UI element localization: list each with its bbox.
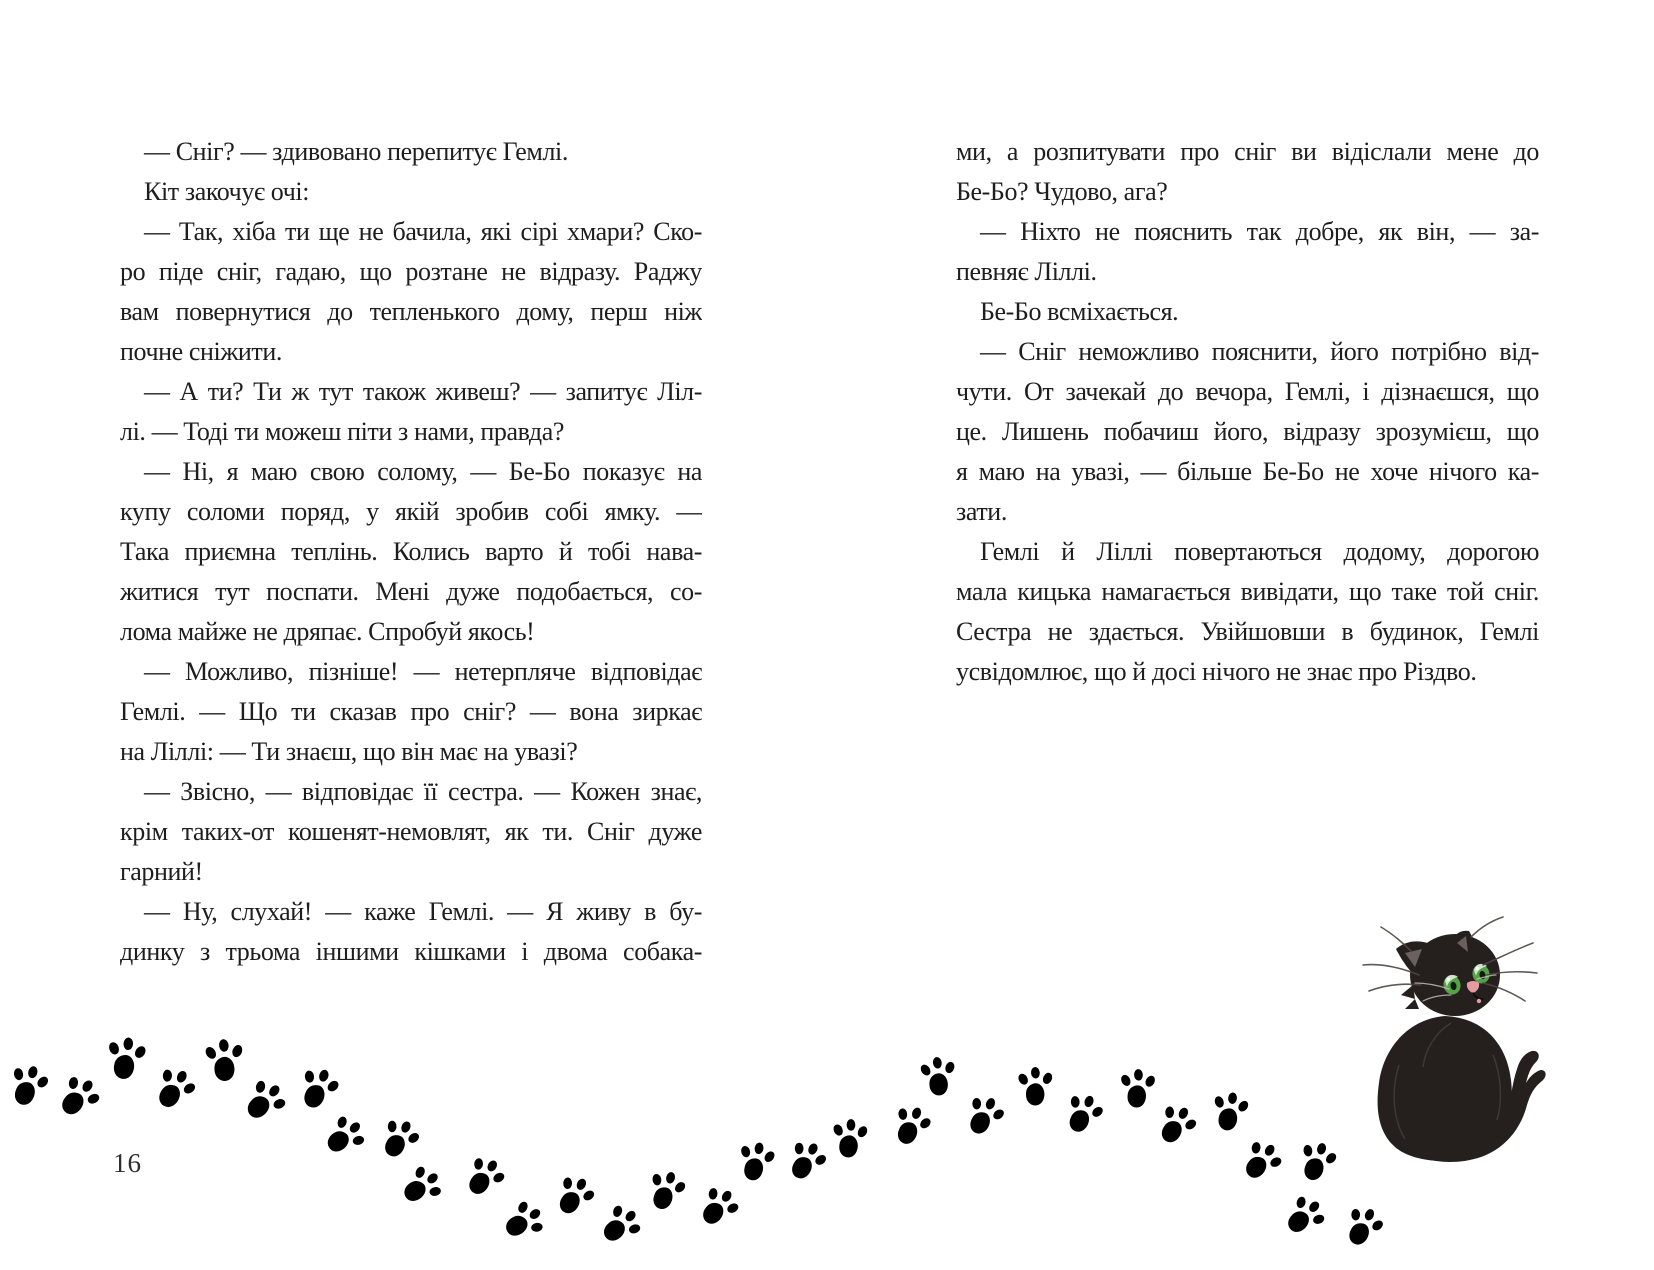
text-line: — Звісно, — відповідає її сестра. — Кожен знає, [144,777,702,806]
black-cat-illustration [1355,915,1565,1170]
paw-print-icon [1011,1064,1059,1112]
paw-print-icon [1113,1066,1161,1114]
cat-body [1378,1016,1512,1161]
text-line: — Ну, слухай! — каже Гемлі. — Я живу в бу- [144,897,702,926]
paw-print-icon [1202,1086,1255,1139]
paw-print-icon [388,1155,453,1220]
paw-print-icon [0,1057,57,1117]
page-number: 16 [113,1148,142,1178]
text-line: Бе-Бо? Чудово, ага? [956,177,1168,206]
text-line: Така приємна теплінь. Колись варто й тобі нава- [120,537,702,566]
left-text-column [120,132,702,972]
right-text-column [956,132,1539,692]
text-line: усвідомлює, що й досі нічого не знає про Різдво. [956,657,1477,686]
text-line: я маю на увазі, — більше Бе-Бо не хоче нічого ка- [956,457,1539,486]
paw-print-icon [1331,1197,1393,1259]
paw-print-icon [490,1190,554,1254]
text-line: — Сніг неможливо пояснити, його потрібно від- [980,337,1539,366]
text-line: Гемлі. — Що ти сказав про сніг? — вона зиркає [120,697,702,726]
paw-print-icon [1287,1134,1345,1192]
text-line: мала кицька намагається вивідати, що таке той сніг. [956,577,1539,606]
paw-print-icon [728,1136,783,1191]
text-line: лі. — Тоді ти можеш піти з нами, правда? [120,417,564,446]
text-line: зати. [956,497,1007,526]
paw-print-icon [229,1068,297,1136]
text-line: почне сніжити. [120,337,283,366]
text-line: купу соломи поряд, у якій зробив собі ямку. — [120,497,702,526]
cat-tongue [1477,999,1481,1003]
text-line: лома майже не дряпає. Спробуй якось! [120,617,535,646]
paw-print-icon [542,1166,605,1229]
paw-print-icon [286,1059,348,1121]
paw-print-icon [197,1035,250,1088]
text-line: динку з трьома іншими кішками і двома собака- [120,937,702,966]
paw-print-icon [1270,1184,1335,1249]
paw-print-icon [586,1193,651,1258]
text-line: — Сніг? — здивовано перепитує Гемлі. [144,137,568,166]
text-line: певняє Ліллі. [956,257,1097,286]
paw-print-icon [1228,1130,1292,1194]
paw-print-icon [685,1176,749,1240]
text-line: — А ти? Ти ж тут також живеш? — запитує Ліл- [144,377,702,406]
paw-print-icon [43,1064,110,1131]
paw-print-icon [952,1086,1014,1148]
paw-print-icon [774,1131,836,1193]
text-line: — Так, хіба ти ще не бачила, які сірі хмари? Ско- [144,217,702,246]
paw-print-icon [1144,1095,1207,1158]
text-line: житися тут поспати. Мені дуже подобається, со- [120,577,702,606]
text-line: крім таких-от кошенят-немовлят, як ти. Сніг дуже [120,817,702,846]
text-line: — Можливо, пізніше! — нетерпляче відповідає [144,657,702,686]
text-line: ми, а розпитувати про сніг ви відіслали мене до [956,137,1539,166]
text-line: ро піде сніг, гадаю, що розтане не відразу. Раджу [120,257,702,286]
text-line: це. Лишень побачиш його, відразу зрозумієш, що [956,417,1539,446]
paw-print-icon [824,1115,873,1164]
paw-print-icon [140,1057,206,1123]
text-line: — Ніхто не пояснить так добре, як він, — за- [980,217,1539,246]
text-line: вам повернутися до тепленького дому, перш ніж [120,297,702,326]
text-line: гарний! [120,857,203,886]
paw-print-icon [636,1163,694,1221]
paw-print-icon [451,1146,515,1210]
text-line: Гемлі й Ліллі повертаються додому, дорогою [980,537,1539,566]
text-line: Бе-Бо всміхається. [980,297,1179,326]
text-line: — Ні, я маю свою солому, — Бе-Бо показує на [144,457,702,486]
text-line: на Ліллі: — Ти знаєш, що він має на увазі? [120,737,578,766]
paw-print-icon [311,1105,376,1170]
text-line: Сестра не здається. Увійшовши в будинок, Гемлі [956,617,1539,646]
cat-head [1363,917,1537,1016]
paw-print-icon [913,1053,964,1104]
text-line: Кіт закочує очі: [144,177,310,206]
paw-print-icon [367,1109,429,1171]
text-line: чути. От зачекай до вечора, Гемлі, і дізнаєшся, що [956,377,1539,406]
paw-print-icon [880,1097,940,1157]
paw-print-icon [97,1032,153,1088]
paw-print-icon [1052,1085,1113,1146]
